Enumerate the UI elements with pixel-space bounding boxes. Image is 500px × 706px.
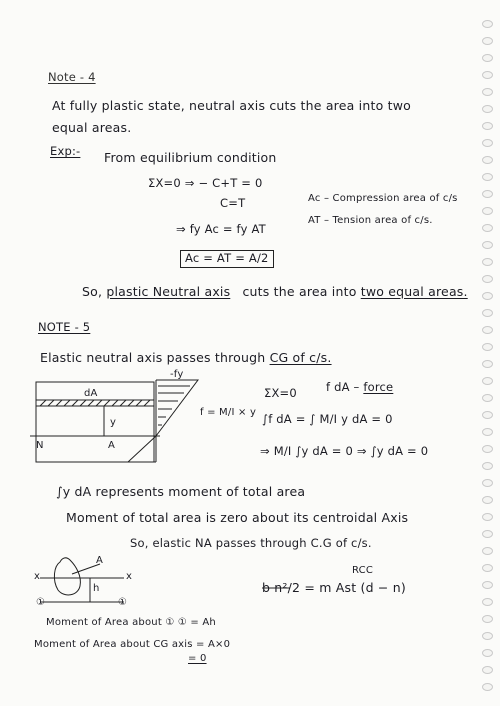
conclusion-prefix: So, bbox=[82, 284, 103, 299]
note4-line1: At fully plastic state, neutral axis cuts the area into two bbox=[52, 98, 411, 113]
sketch-shape bbox=[54, 558, 80, 595]
note5-line1-a: Elastic neutral axis passes through bbox=[40, 350, 266, 365]
compression-triangle bbox=[156, 380, 198, 436]
def-tension-area: AT – Tension area of c/s. bbox=[308, 215, 433, 226]
sketch-label-1-right: ① bbox=[118, 597, 128, 608]
note5-eq-integral: ∫f dA = ∫ M/I y dA = 0 bbox=[262, 412, 393, 426]
def-compression-area: Ac – Compression area of c/s bbox=[308, 193, 458, 204]
note5-eq-fda-text: f dA – bbox=[326, 380, 360, 394]
note5-para2: Moment of total area is zero about its centroidal Axis bbox=[66, 510, 409, 525]
note5-para1: ∫y dA represents moment of total area bbox=[56, 484, 306, 499]
note5-eq-result: ⇒ M/I ∫y dA = 0 ⇒ ∫y dA = 0 bbox=[260, 444, 429, 458]
equation-fy: ⇒ fy Ac = fy AT bbox=[176, 222, 266, 236]
fig-y-label: y bbox=[110, 417, 117, 428]
sketch-label-a: A bbox=[96, 555, 104, 566]
strip-hatch bbox=[40, 400, 150, 406]
sketch-caption1: Moment of Area about ① ① = Ah bbox=[46, 617, 216, 628]
equation-c-equals-t: C=T bbox=[220, 196, 246, 210]
fig-fy-label: -fy bbox=[170, 369, 184, 380]
centroid-sketch bbox=[40, 555, 124, 602]
sketch-label-1-left: ① bbox=[36, 597, 46, 608]
fig-f-formula: f = M/I × y bbox=[200, 407, 257, 418]
sketch-label-x-left: x bbox=[34, 571, 41, 582]
note5-line1-b: CG of c/s. bbox=[269, 350, 332, 365]
sketch-label-x-right: x bbox=[126, 571, 133, 582]
note5-heading: NOTE - 5 bbox=[38, 320, 91, 334]
conclusion-two-equal: two equal areas. bbox=[360, 284, 468, 299]
fig-da-label: dA bbox=[84, 388, 98, 399]
rcc-tag: RCC bbox=[352, 565, 374, 576]
note5-eq-fda bbox=[326, 382, 393, 394]
tension-triangle bbox=[128, 436, 156, 462]
note5-eq-sum-x: ΣX=0 bbox=[264, 386, 297, 400]
stress-arrows bbox=[158, 386, 190, 425]
equation-sum-x: ΣX=0 ⇒ − C+T = 0 bbox=[148, 176, 263, 190]
rcc-formula: b n²/2 = m Ast (d − n) bbox=[262, 580, 406, 595]
note5-eq-force: force bbox=[363, 380, 394, 394]
conclusion-mid: cuts the area into bbox=[242, 284, 357, 299]
exp-label: Exp:- bbox=[50, 144, 81, 158]
fig-a-label: A bbox=[108, 440, 116, 451]
exp-text: From equilibrium condition bbox=[104, 150, 277, 165]
note5-para3: So, elastic NA passes through C.G of c/s. bbox=[130, 536, 372, 550]
conclusion-plastic-na: plastic Neutral axis bbox=[106, 284, 231, 299]
note4-heading: Note - 4 bbox=[48, 70, 96, 84]
sketch-caption2: Moment of Area about CG axis = A×0 bbox=[34, 639, 231, 650]
sketch-label-h: h bbox=[93, 583, 100, 594]
equation-box: Ac = AT = A/2 bbox=[180, 250, 274, 268]
sketch-caption3: = 0 bbox=[188, 653, 207, 664]
fig-n-label: N bbox=[36, 440, 44, 451]
note4-line2: equal areas. bbox=[52, 120, 132, 135]
